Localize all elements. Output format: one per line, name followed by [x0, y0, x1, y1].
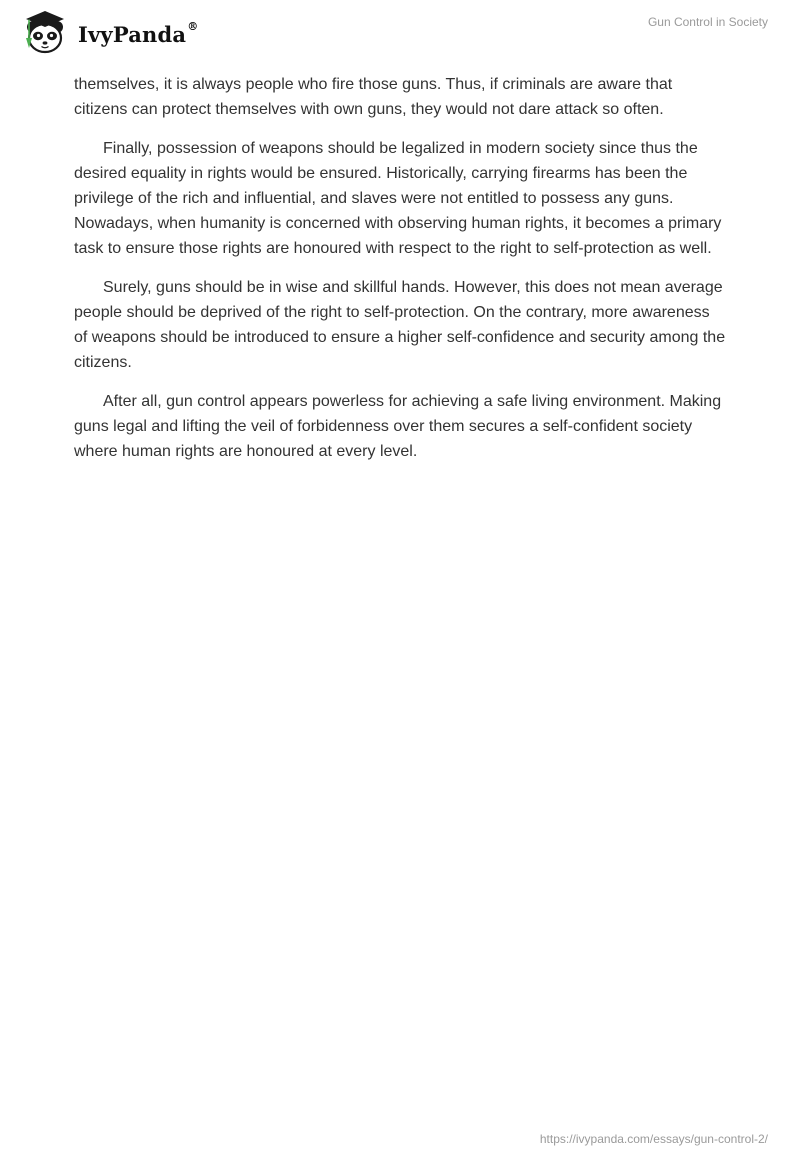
ivypanda-logo[interactable] — [14, 8, 198, 56]
essay-content — [74, 72, 726, 478]
page-header — [0, 0, 800, 64]
essay-paragraph: Finally, possession of weapons should be legalized in modern society since thus the desired equality in rights would be ensured. Historically, carrying firearms has been the privilege of the rich and influential, and slaves were not entitled to possess any guns. Nowadays, when humanity is concerned with observing human rights, it becomes a primary task to ensure those rights are honoured with respect to the right to self-protection as well. — [74, 140, 722, 257]
essay-paragraph: After all, gun control appears powerless for achieving a safe living environment. Making guns legal and lifting the veil of forbidenness over them secures a self-confident society where human rights are honoured at every level. — [74, 393, 722, 460]
registered-mark: ® — [187, 19, 199, 33]
essay-paragraph: Surely, guns should be in wise and skillful hands. However, this does not mean average people should be deprived of the right to self-protection. On the contrary, more awareness of weapons should be introduced to ensure a higher self-confidence and security among the citizens. — [74, 279, 726, 371]
panda-graduation-cap-logo-icon — [14, 8, 76, 56]
essay-paragraph: themselves, it is always people who fire those guns. Thus, if criminals are aware that citizens can protect themselves with own guns, they would not dare attack so often. — [74, 76, 673, 118]
brand-name: IvyPanda® — [78, 19, 199, 47]
document-title: Gun Control in Society — [647, 15, 768, 29]
source-url[interactable]: https://ivypanda.com/essays/gun-control-2/ — [539, 1132, 768, 1146]
